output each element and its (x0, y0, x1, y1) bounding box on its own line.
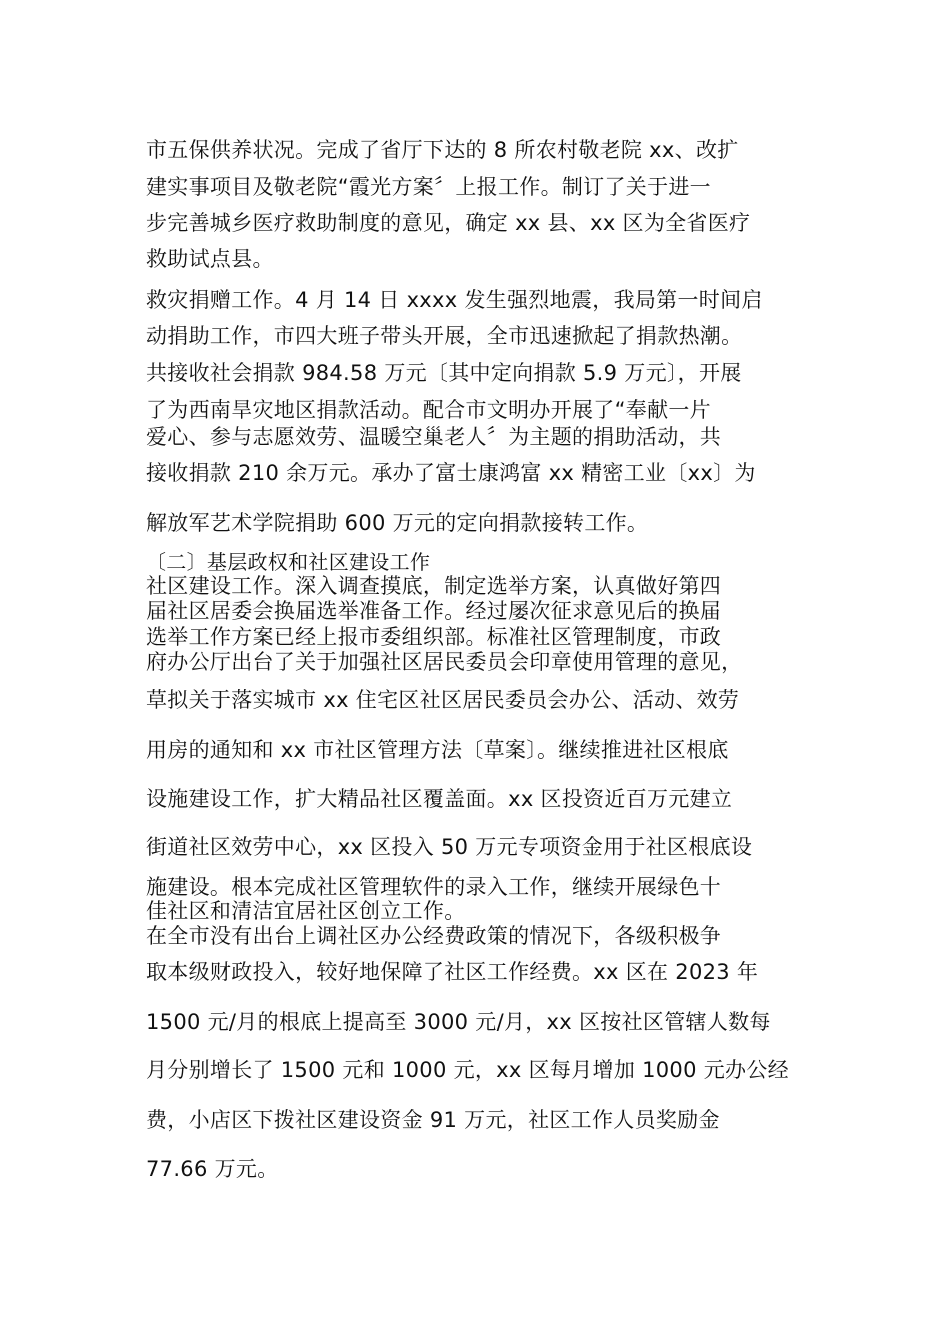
paragraph-4-line-1: 在全市没有出台上调社区办公经费政策的情况下，各级积极争 (146, 924, 722, 948)
paragraph-2-line-2: 动捐助工作，市四大班子带头开展，全市迅速掀起了捐款热潮。 (146, 324, 743, 348)
paragraph-1-line-2: 建实事项目及敬老院“霞光方案〞上报工作。制订了关于进一 (146, 175, 711, 199)
paragraph-3-line-10: 佳社区和清洁宜居社区创立工作。 (146, 899, 466, 923)
paragraph-3-line-8: 街道社区效劳中心，xx 区投入 50 万元专项资金用于社区根底设 (146, 835, 753, 859)
paragraph-2-line-7: 解放军艺术学院捐助 600 万元的定向捐款接转工作。 (146, 511, 649, 535)
paragraph-2-line-1: 救灾捐赠工作。4 月 14 日 xxxx 发生强烈地震，我局第一时间启 (146, 288, 763, 312)
paragraph-1-line-3: 步完善城乡医疗救助制度的意见，确定 xx 县、xx 区为全省医疗 (146, 211, 751, 235)
paragraph-1-line-1: 市五保供养状况。完成了省厅下达的 8 所农村敬老院 xx、改扩 (146, 138, 739, 162)
paragraph-4-line-6: 77.66 万元。 (146, 1157, 279, 1181)
paragraph-2-line-5: 爱心、参与志愿效劳、温暖空巢老人〞为主题的捐助活动，共 (146, 425, 722, 449)
paragraph-4-line-4: 月分别增长了 1500 元和 1000 元，xx 区每月增加 1000 元办公经 (146, 1058, 789, 1082)
paragraph-3-line-4: 府办公厅出台了关于加强社区居民委员会印章使用管理的意见， (146, 650, 743, 674)
paragraph-4-line-3: 1500 元/月的根底上提高至 3000 元/月，xx 区按社区管辖人数每 (146, 1010, 771, 1034)
section-heading: 〔二〕基层政权和社区建设工作 (146, 550, 431, 574)
paragraph-3-line-3: 选举工作方案已经上报市委组织部。标准社区管理制度，市政 (146, 625, 722, 649)
paragraph-2-line-3: 共接收社会捐款 984.58 万元〔其中定向捐款 5.9 万元〕，开展 (146, 361, 742, 385)
paragraph-4-line-5: 费，小店区下拨社区建设资金 91 万元，社区工作人员奖励金 (146, 1108, 720, 1132)
paragraph-2-line-4: 了为西南旱灾地区捐款活动。配合市文明办开展了“奉献一片 (146, 398, 711, 422)
paragraph-3-line-9: 施建设。根本完成社区管理软件的录入工作，继续开展绿色十 (146, 875, 722, 899)
paragraph-3-line-6: 用房的通知和 xx 市社区管理方法〔草案〕。继续推进社区根底 (146, 738, 729, 762)
paragraph-3-line-7: 设施建设工作，扩大精品社区覆盖面。xx 区投资近百万元建立 (146, 787, 733, 811)
paragraph-3-line-1: 社区建设工作。深入调查摸底，制定选举方案，认真做好第四 (146, 574, 722, 598)
paragraph-3-line-5: 草拟关于落实城市 xx 住宅区社区居民委员会办公、活动、效劳 (146, 688, 740, 712)
paragraph-4-line-2: 取本级财政投入，较好地保障了社区工作经费。xx 区在 2023 年 (146, 960, 759, 984)
paragraph-2-line-6: 接收捐款 210 余万元。承办了富士康鸿富 xx 精密工业〔xx〕为 (146, 461, 756, 485)
paragraph-1-line-4: 救助试点县。 (146, 247, 274, 271)
paragraph-3-line-2: 届社区居委会换届选举准备工作。经过屡次征求意见后的换届 (146, 599, 722, 623)
